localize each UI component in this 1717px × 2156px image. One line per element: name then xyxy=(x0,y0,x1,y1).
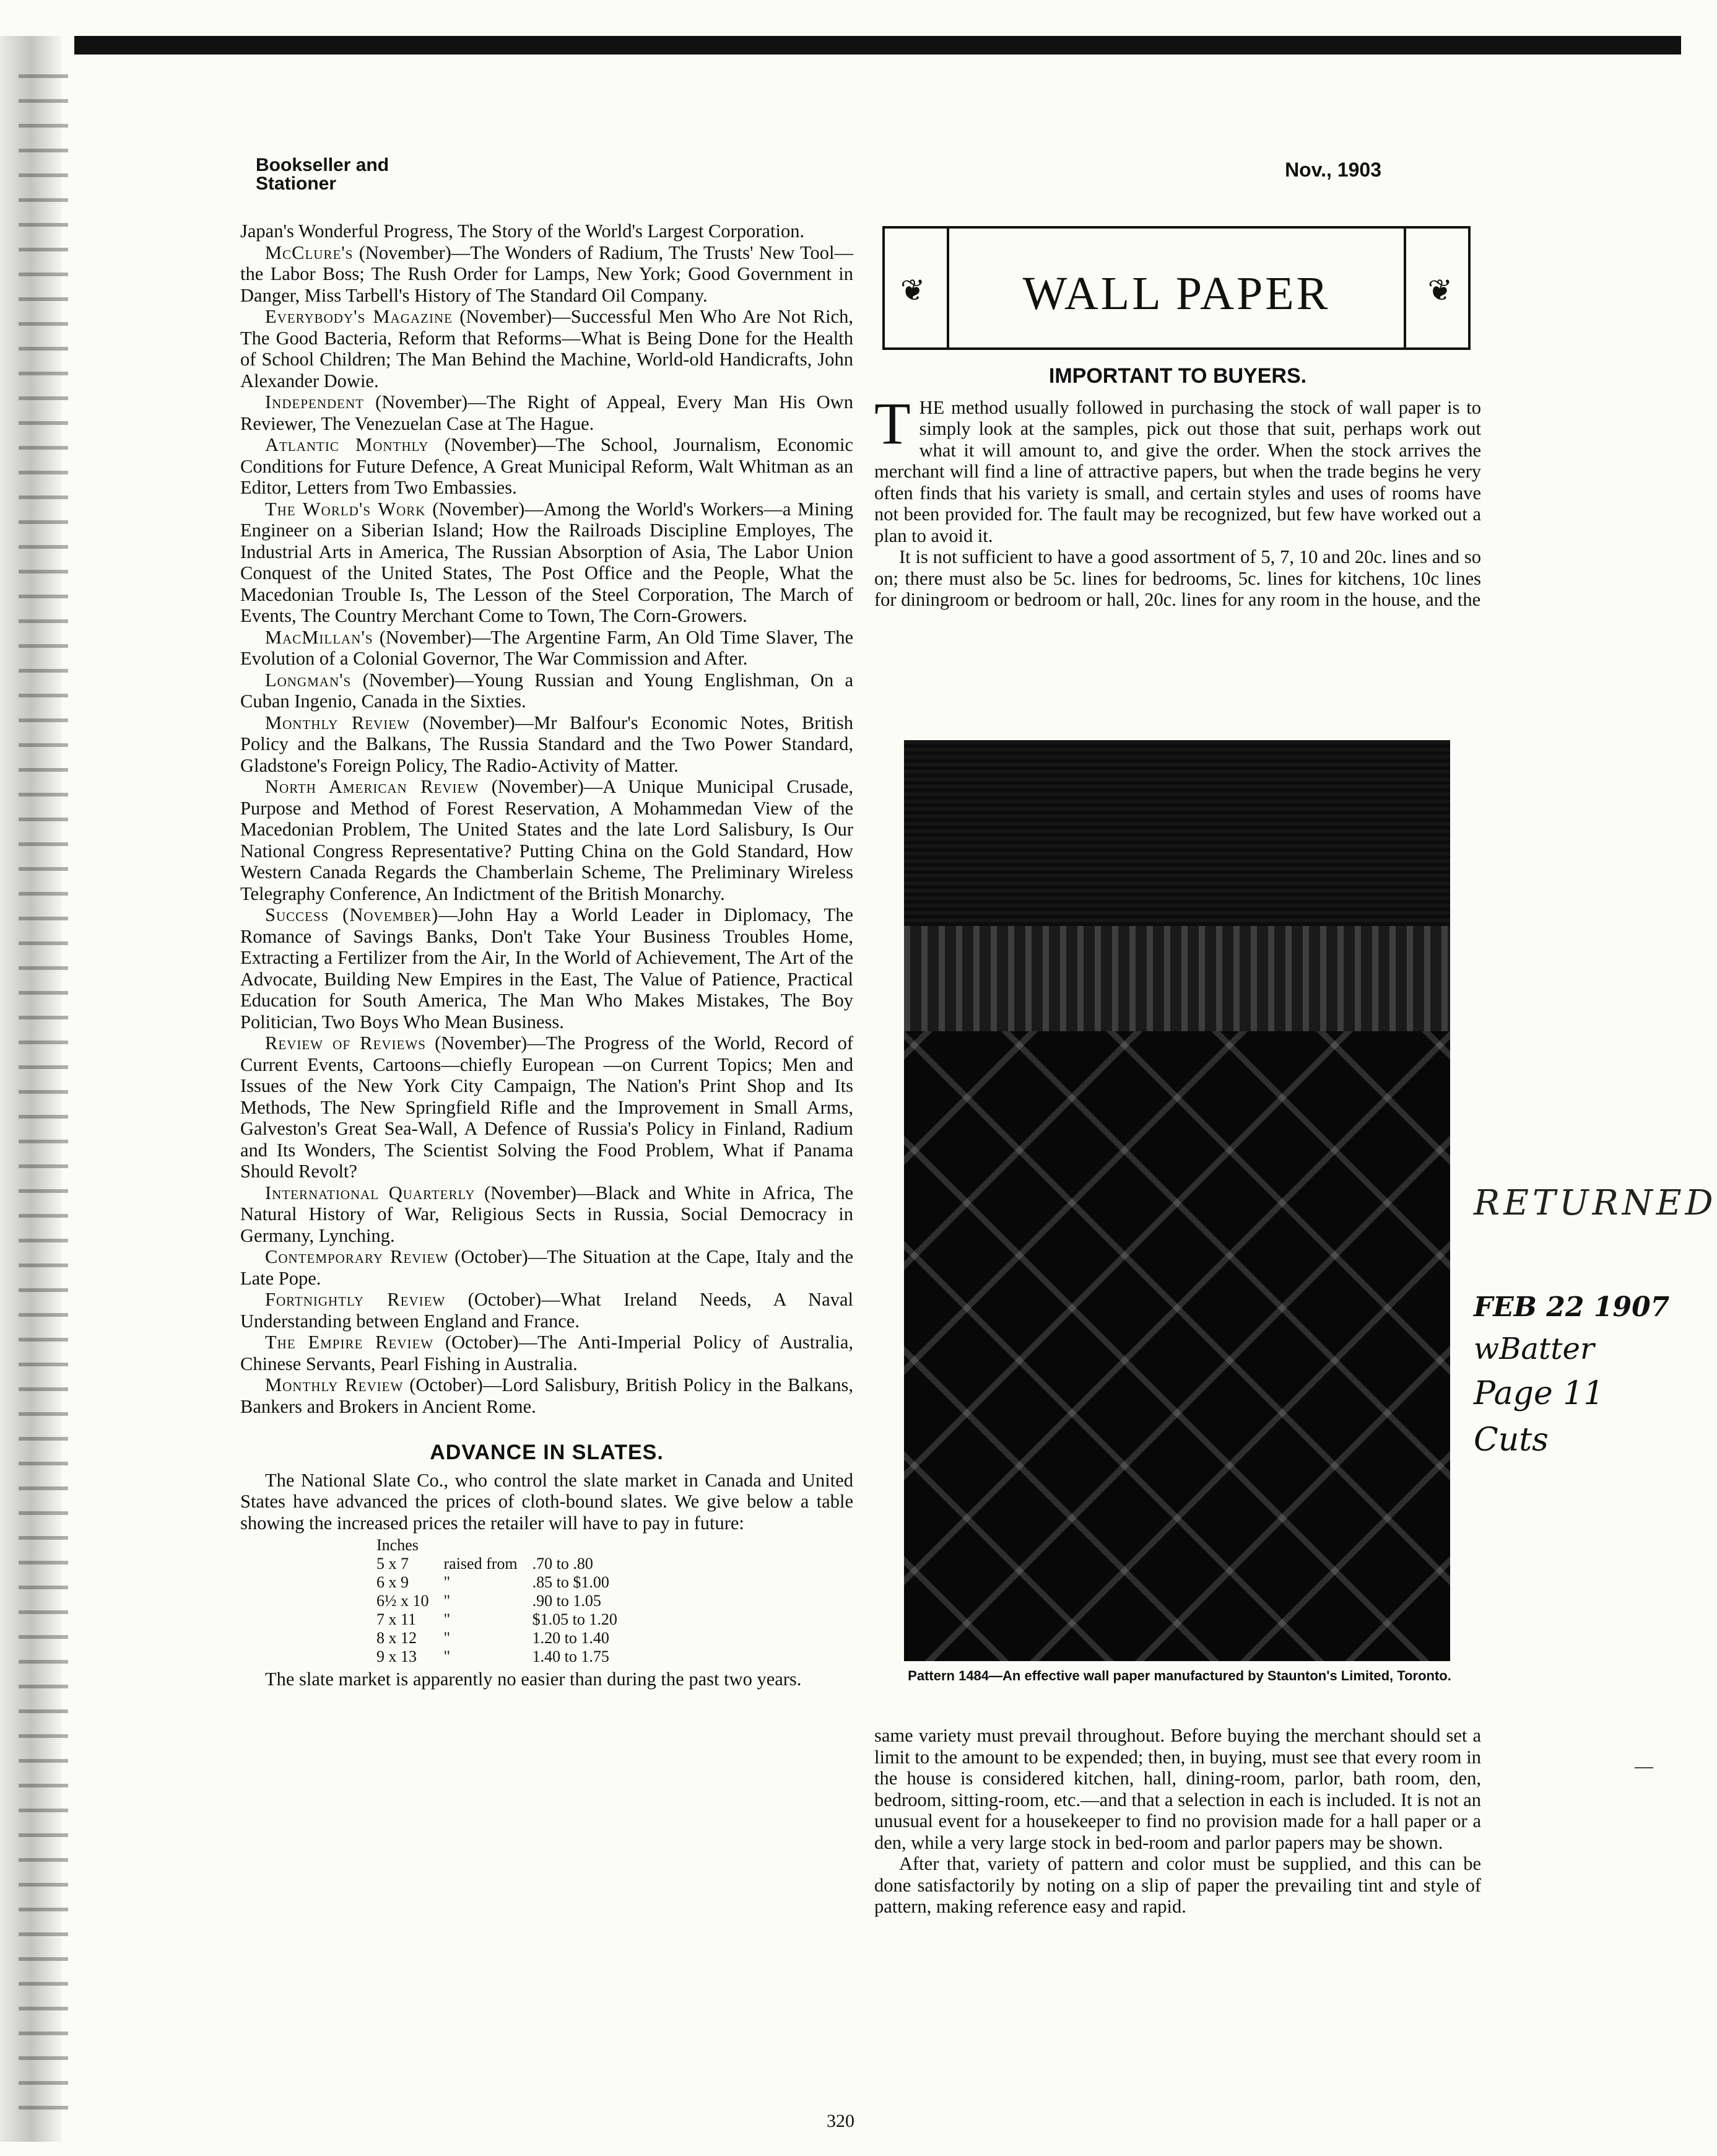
table-row xyxy=(376,1592,632,1610)
magazine-entry xyxy=(240,220,853,242)
magazine-entry xyxy=(240,776,853,904)
table-cell: .85 to $1.00 xyxy=(532,1573,609,1591)
margin-dash: — xyxy=(1635,1756,1653,1776)
table-cell: 5 x 7 xyxy=(376,1555,409,1573)
left-column xyxy=(240,220,853,1690)
magazine-title: Everybody's Magazine xyxy=(265,306,453,327)
date-stamp: FEB 22 1907 xyxy=(1474,1291,1670,1323)
right-column-bottom xyxy=(874,1725,1481,1918)
magazine-contents: —John Hay a World Leader in Diplomacy, The Romance of Savings Banks, Don't Take Your Business Troubles Home, Extracting a Fertilizer from the Air, In the World of Achievement, The Art of the Advocate, Building New Empires in the East, The Value of Patience, Practical Education for South America, The Man Who Makes Mistakes, The Boy Politician, Two Boys Who Mean Business. xyxy=(240,904,853,1032)
table-cell: .90 to 1.05 xyxy=(532,1592,601,1610)
table-cell: 9 x 13 xyxy=(376,1648,417,1665)
magazine-contents: (October)—Lord Salisbury, British Policy in the Balkans, Bankers and Brokers in Ancient Rome. xyxy=(240,1374,853,1417)
magazine-contents: (November)—Mr Balfour's Economic Notes, British Policy and the Balkans, The Russia Standard and the Two Power Standard, Gladstone's Foreign Policy, The Radio-Activity of Matter. xyxy=(240,712,853,776)
magazine-contents: (October)—The Situation at the Cape, Italy and the Late Pope. xyxy=(240,1246,853,1289)
magazine-entry xyxy=(240,904,853,1032)
magazine-entry xyxy=(240,1332,853,1374)
magazine-entry xyxy=(240,712,853,777)
slates-table xyxy=(376,1536,632,1666)
magazine-title: Independent xyxy=(265,391,364,412)
magazine-contents: (November)—Black and White in Africa, The Natural History of War, Religious Sects in Russia, Social Democracy in Germany, Lynching. xyxy=(240,1182,853,1246)
magazine-entry xyxy=(240,391,853,434)
slates-closing: The slate market is apparently no easier than during the past two years. xyxy=(265,1669,802,1690)
handwritten-note-3: Cuts xyxy=(1474,1421,1549,1459)
page-number: 320 xyxy=(827,2111,854,2131)
magazine-title: McClure's xyxy=(265,242,354,263)
magazine-title: Fortnightly Review xyxy=(265,1289,446,1310)
magazine-entry xyxy=(240,434,853,499)
magazine-title: Review of Reviews xyxy=(265,1032,426,1054)
table-cell: $1.05 to 1.20 xyxy=(532,1610,617,1628)
magazine-title: Contemporary Review xyxy=(265,1246,449,1267)
magazine-entry xyxy=(240,1182,853,1247)
magazine-contents: (November)—Among the World's Workers—a Mining Engineer on a Siberian Island; How the Railroads Discipline Employes, The Industrial Arts in America, The Russian Absorption of Asia, The Labor Union Conquest of the United States, The Post Office and the People, What the Macedonian Trouble Is, The Lesson of the Steel Corporation, The March of Events, The Country Merchant Come to Town, The Corn-Growers. xyxy=(240,498,853,626)
handwritten-note-1: wBatter xyxy=(1474,1332,1594,1366)
magazine-entry xyxy=(240,627,853,670)
magazine-contents: (November)—Successful Men Who Are Not Rich, The Good Bacteria, Reform that Reforms—What is Being Done for the Health of School Children; The Man Behind the Machine, World-old Handicrafts, John Alexander Dowie. xyxy=(240,306,853,391)
table-cell: 8 x 12 xyxy=(376,1629,417,1647)
ornament-right-icon: ❦ xyxy=(1427,274,1453,307)
magazine-contents: (November)—Young Russian and Young Englishman, On a Cuban Ingenio, Canada in the Sixties. xyxy=(240,669,853,712)
publication-name: Bookseller and Stationer xyxy=(256,155,389,194)
magazine-title: MacMillan's xyxy=(265,626,373,648)
ornament-left-icon: ❦ xyxy=(900,274,926,307)
slates-table-header: Inches xyxy=(376,1536,419,1554)
wall-paper-heading-box xyxy=(882,226,1471,350)
magazine-contents: (October)—The Anti-Imperial Policy of Australia, Chinese Servants, Pearl Fishing in Australia. xyxy=(240,1332,853,1374)
table-cell: " xyxy=(443,1648,451,1665)
magazine-entry xyxy=(240,1032,853,1182)
table-cell: 6 x 9 xyxy=(376,1573,409,1591)
table-cell: " xyxy=(443,1610,451,1628)
table-row xyxy=(376,1610,632,1629)
slates-title: ADVANCE IN SLATES. xyxy=(430,1441,664,1464)
table-row xyxy=(376,1573,632,1592)
table-cell: " xyxy=(443,1573,451,1591)
magazine-title: Monthly Review xyxy=(265,712,410,733)
image-caption: Pattern 1484—An effective wall paper manufactured by Staunton's Limited, Toronto. xyxy=(908,1668,1451,1683)
magazine-entry xyxy=(240,1246,853,1289)
magazine-contents: (October)—What Ireland Needs, A Naval Understanding between England and France. xyxy=(240,1289,853,1332)
table-cell: .70 to .80 xyxy=(532,1555,593,1573)
handwritten-note-2: Page 11 xyxy=(1474,1375,1604,1412)
table-row xyxy=(376,1629,632,1648)
magazine-title: Longman's xyxy=(265,669,352,691)
magazine-contents: (November)—The Progress of the World, Record of Current Events, Cartoons—chiefly European —on Current Topics; Men and Issues of the New York City Campaign, The Nation's Print Shop and Its Methods, The New Springfield Rifle and the Improvement in Small Arms, Galveston's Great Sea-Wall, A Defence of Russia's Policy in Finland, Radium and Its Wonders, The Scientist Solving the Food Problem, What if Panama Should Revolt? xyxy=(240,1032,854,1182)
table-cell: 1.40 to 1.75 xyxy=(532,1648,609,1665)
magazine-entry xyxy=(240,670,853,712)
magazine-title: Monthly Review xyxy=(265,1374,404,1395)
magazine-list xyxy=(240,220,853,1417)
magazine-title: The Empire Review xyxy=(265,1332,434,1353)
table-cell: " xyxy=(443,1592,451,1610)
magazine-title: The World's Work xyxy=(265,498,426,520)
magazine-entry xyxy=(240,1289,853,1332)
magazine-entry xyxy=(240,499,853,627)
drop-cap: T xyxy=(874,390,911,456)
wallpaper-sample-image xyxy=(904,740,1450,1661)
magazine-title: International Quarterly xyxy=(265,1182,476,1203)
magazine-title: North American Review xyxy=(265,776,479,797)
scan-binding-marks xyxy=(19,74,68,2118)
wall-paper-title: WALL PAPER xyxy=(1022,268,1331,320)
article-paragraph-2: It is not sufficient to have a good assortment of 5, 7, 10 and 20c. lines and so on; there must also be 5c. lines for bedrooms, 5c. lines for kitchens, 10c lines for diningroom or bedroom or hall, 20c. lines for any room in the house, and the xyxy=(874,546,1481,610)
magazine-entry xyxy=(240,306,853,391)
right-column-top xyxy=(874,365,1481,611)
article-paragraph-3: same variety must prevail throughout. Before buying the merchant should set a limit to the amount to be expended; then, in buying, must see that every room in the house is considered kitchen, hall, dining-room, parlor, bath room, den, bedroom, sitting-room, etc.—and that a selection in each is included. It is not an unusual event for a housekeeper to find no provision made for a hall paper or a den, while a very large stock in bed-room and parlor papers may be shown. xyxy=(874,1725,1481,1853)
magazine-contents: (November)—A Unique Municipal Crusade, Purpose and Method of Forest Reservation, A Mohammedan View of the Macedonian Problem, The United States and the late Lord Salisbury, Is Our National Congress Representative? Putting China on the Gold Standard, How Western Canada Regards the Chamberlain Scheme, The Preliminary Wireless Telegraphy Conference, An Indictment of the British Monarchy. xyxy=(240,776,853,904)
article-paragraph-4: After that, variety of pattern and color must be supplied, and this can be done satisfactorily by noting on a slip of paper the prevailing tint and style of pattern, making reference easy and rapid. xyxy=(874,1853,1481,1917)
issue-date: Nov., 1903 xyxy=(1285,159,1381,181)
magazine-entry xyxy=(240,242,853,307)
magazine-contents: Japan's Wonderful Progress, The Story of the World's Largest Corporation. xyxy=(240,220,805,242)
table-row xyxy=(376,1648,632,1666)
slates-intro: The National Slate Co., who control the slate market in Canada and United States have advanced the prices of cloth-bound slates. We give below a table showing the increased prices the retailer will have to pay in future: xyxy=(240,1469,853,1534)
article-paragraph-1: THE method usually followed in purchasing the stock of wall paper is to simply look at the samples, pick out those that suit, perhaps work out what it will amount to, and give the order. When the stock arrives the merchant will find a line of attractive papers, but when the trade begins he very often finds that his variety is small, and certain styles and uses of rooms have not been provided for. The fault may be recognized, but few have worked out a plan to avoid it. xyxy=(874,390,1481,546)
magazine-contents: (November)—The School, Journalism, Economic Conditions for Future Defence, A Great Municipal Reform, Walt Whitman as an Editor, Letters from Two Embassies. xyxy=(240,434,853,498)
table-cell: 7 x 11 xyxy=(376,1610,417,1628)
magazine-contents: (November)—The Argentine Farm, An Old Time Slaver, The Evolution of a Colonial Governor, The War Commission and After. xyxy=(240,626,853,669)
table-cell: " xyxy=(443,1629,451,1647)
table-row xyxy=(376,1555,632,1573)
magazine-title: Atlantic Monthly xyxy=(265,434,429,455)
table-cell: raised from xyxy=(443,1555,518,1573)
magazine-entry xyxy=(240,1374,853,1417)
scan-top-border xyxy=(74,36,1681,55)
magazine-contents: (November)—The Right of Appeal, Every Man His Own Reviewer, The Venezuelan Case at The Hague. xyxy=(240,391,853,434)
returned-stamp: RETURNED xyxy=(1474,1183,1717,1223)
table-cell: 6½ x 10 xyxy=(376,1592,429,1610)
table-cell: 1.20 to 1.40 xyxy=(532,1629,609,1647)
magazine-title: Success (November) xyxy=(265,904,439,925)
magazine-contents: (November)—The Wonders of Radium, The Trusts' New Tool—the Labor Boss; The Rush Order for Lamps, New York; Good Government in Danger, Miss Tarbell's History of The Standard Oil Company. xyxy=(240,242,853,306)
article-subtitle: IMPORTANT TO BUYERS. xyxy=(1048,364,1307,388)
